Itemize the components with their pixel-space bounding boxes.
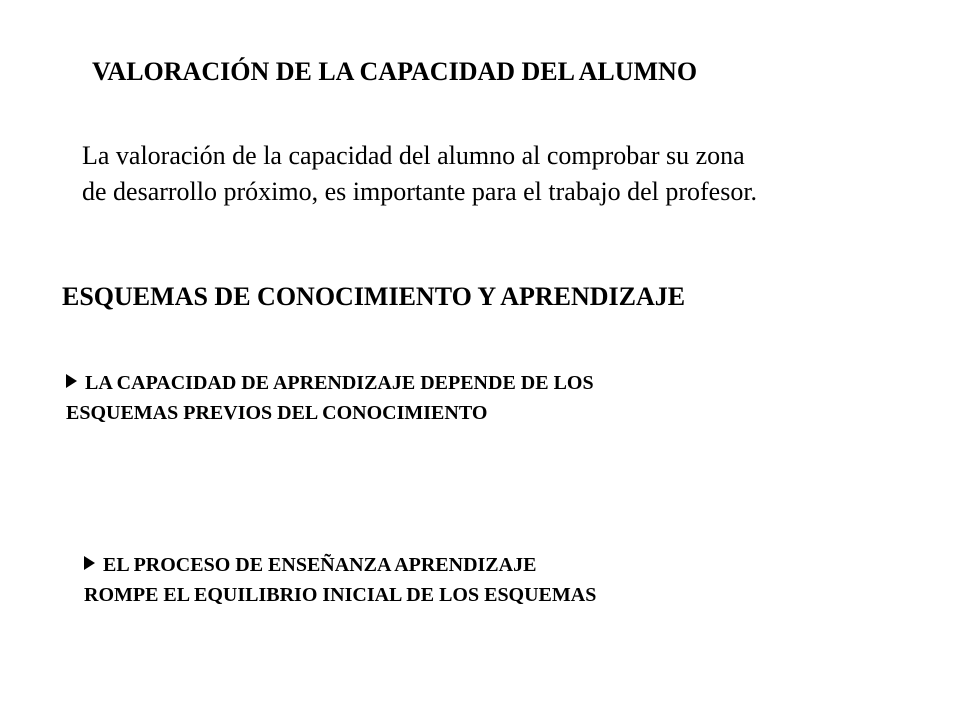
bullet-item-1-line-2: ESQUEMAS PREVIOS DEL CONOCIMIENTO bbox=[66, 402, 488, 424]
intro-paragraph-line-1: La valoración de la capacidad del alumno al comprobar su zona bbox=[82, 141, 745, 170]
bullet-item-2-line-1 bbox=[84, 550, 596, 580]
bullet-item-2 bbox=[84, 550, 596, 610]
section-heading: ESQUEMAS DE CONOCIMIENTO Y APRENDIZAJE bbox=[62, 282, 686, 311]
bullet-item-1-text-1: LA CAPACIDAD DE APRENDIZAJE DEPENDE DE LOS bbox=[85, 372, 594, 394]
slide-title: VALORACIÓN DE LA CAPACIDAD DEL ALUMNO bbox=[92, 57, 698, 86]
bullet-item-2-line-2: ROMPE EL EQUILIBRIO INICIAL DE LOS ESQUEMAS bbox=[84, 584, 597, 606]
arrow-bullet-icon bbox=[84, 556, 95, 570]
bullet-item-1 bbox=[66, 368, 594, 428]
bullet-item-2-text-1: EL PROCESO DE ENSEÑANZA APRENDIZAJE bbox=[103, 554, 537, 576]
intro-paragraph-line-2: de desarrollo próximo, es importante para el trabajo del profesor. bbox=[82, 177, 758, 206]
intro-paragraph bbox=[82, 138, 942, 210]
bullet-item-1-line-1 bbox=[66, 368, 594, 398]
arrow-bullet-icon bbox=[66, 374, 77, 388]
